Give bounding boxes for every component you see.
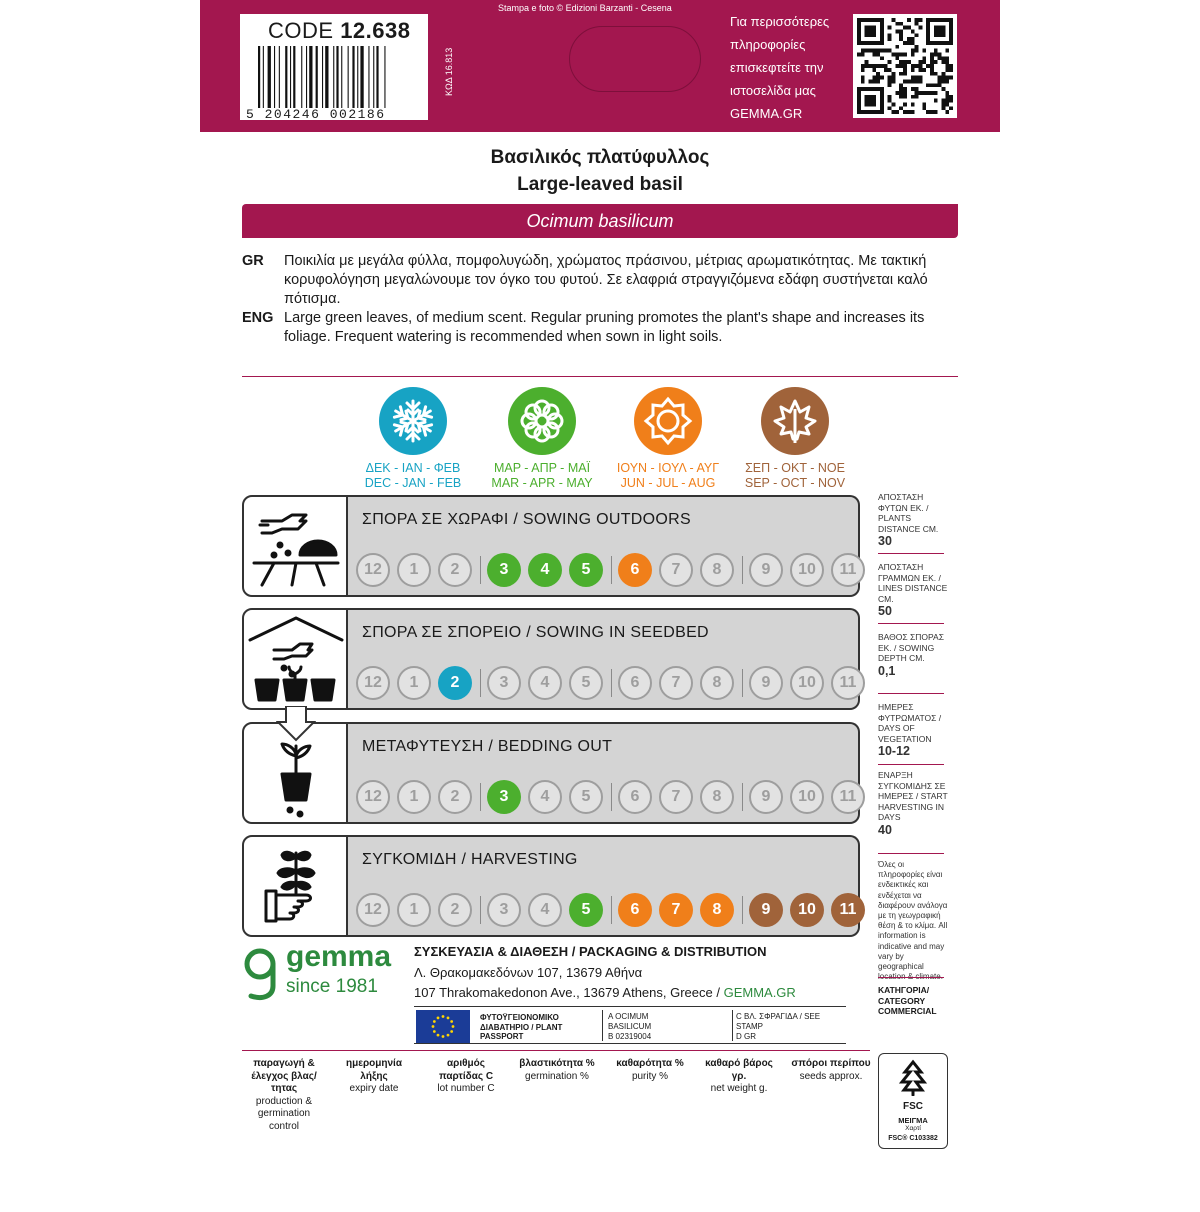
season-winter (338, 387, 488, 490)
prod-label-en: net weight g. (710, 1083, 768, 1094)
barcode-bar (373, 46, 374, 108)
barcode-bar (357, 46, 358, 108)
fact-divider (878, 623, 944, 624)
description-en-text: Large green leaves, of medium scent. Regular pruning promotes the plant's shape and increases its foliage. Frequent watering is recommended when sown in light soils. (284, 310, 925, 345)
calendar-row-harvesting (242, 835, 860, 937)
barcode-bar (341, 46, 342, 108)
fact-divider (878, 693, 944, 694)
month-12: 12 (356, 666, 390, 700)
season-divider (480, 896, 481, 924)
passport-d: D GR (736, 1032, 756, 1041)
barcode-bar (301, 46, 302, 108)
lang-label-en: ENG (242, 310, 274, 326)
fact-divider (878, 977, 944, 978)
harvest-icon (242, 835, 348, 937)
prod-label-gr: καθαρό βάρος γρ. (705, 1058, 773, 1082)
season-label-en: JUN - JUL - AUG (620, 475, 716, 490)
flower-icon (508, 387, 576, 455)
row-title: ΣΠΟΡΑ ΣΕ ΣΠΟΡΕΙΟ / SOWING IN SEEDBED (362, 624, 709, 641)
passport-b: B 02319004 (608, 1032, 652, 1041)
fact-label: ΑΠΟΣΤΑΣΗ ΓΡΑΜΜΩΝ ΕΚ. / LINES DISTANCE CM. (878, 562, 948, 604)
brand-since: since 1981 (286, 976, 378, 997)
passport-c: C ΒΛ. ΣΦΡΑΓΙΔΑ / SEE STAMP (736, 1012, 821, 1031)
row-title: ΣΥΓΚΟΜΙΔΗ / HARVESTING (362, 851, 578, 868)
fsc-tree-icon (893, 1058, 933, 1096)
fact-sowing-depth (878, 632, 948, 676)
fact-label: ΒΑΘΟΣ ΣΠΟΡΑΣ ΕΚ. / SOWING DEPTH CM. (878, 632, 944, 663)
barcode-box (240, 14, 428, 120)
barcode-bar (333, 46, 334, 108)
fsc-badge (878, 1053, 948, 1149)
divider (242, 376, 958, 377)
barcode-bar (258, 46, 260, 108)
prod-col-seeds (788, 1058, 874, 1083)
fact-lines-distance (878, 562, 948, 617)
info-line: πληροφορίες (730, 37, 806, 52)
month-10: 10 (790, 666, 824, 700)
credit-text: Stampa e foto © Edizioni Barzanti - Cesena (498, 3, 672, 13)
fsc-code: FSC® C103382 (888, 1135, 938, 1142)
prod-label-en: lot number C (437, 1083, 495, 1094)
barcode-bar (384, 46, 385, 108)
barcode-bar (322, 46, 323, 108)
prod-col-expiry (338, 1058, 410, 1096)
prod-label-gr: βλαστικότητα % (519, 1058, 595, 1069)
month-6: 6 (618, 893, 652, 927)
season-autumn (720, 387, 870, 490)
month-6: 6 (618, 666, 652, 700)
month-3: 3 (487, 553, 521, 587)
month-10: 10 (790, 780, 824, 814)
month-8: 8 (700, 893, 734, 927)
calendar-row-bedding-out (242, 722, 860, 824)
sun-icon (634, 387, 702, 455)
month-5: 5 (569, 666, 603, 700)
brand-name: gemma (286, 940, 392, 973)
info-line: ιστοσελίδα μας (730, 83, 816, 98)
barcode-bar (263, 46, 264, 108)
month-4: 4 (528, 893, 562, 927)
month-strip (356, 780, 856, 814)
season-label-en: SEP - OCT - NOV (744, 475, 846, 490)
passport-a: A OCIMUM BASILICUM (608, 1012, 652, 1031)
month-5: 5 (569, 893, 603, 927)
barcode-bar (368, 46, 369, 108)
info-text (730, 10, 829, 125)
address-en (414, 985, 796, 1000)
qr-code-icon[interactable] (853, 14, 957, 118)
month-6: 6 (618, 553, 652, 587)
season-divider (742, 556, 743, 584)
month-8: 8 (700, 780, 734, 814)
month-11: 11 (831, 553, 865, 587)
month-2: 2 (438, 893, 472, 927)
month-12: 12 (356, 553, 390, 587)
fact-value: 10-12 (878, 744, 910, 758)
info-website[interactable]: GEMMA.GR (730, 106, 803, 121)
month-9: 9 (749, 893, 783, 927)
month-2: 2 (438, 553, 472, 587)
prod-label-gr: ημερομηνία λήξης (346, 1058, 402, 1082)
season-label-gr: ΣΕΠ - ΟΚΤ - ΝΟΕ (745, 461, 845, 475)
prod-col-germination (512, 1058, 602, 1083)
barcode-bar (306, 46, 307, 108)
address-en-text: 107 Thrakomakedonon Ave., 13679 Athens, Greece / (414, 985, 724, 1000)
fact-divider (878, 853, 944, 854)
month-2: 2 (438, 780, 472, 814)
fact-label: ΗΜΕΡΕΣ ΦΥΤΡΩΜΑΤΟΣ / DAYS OF VEGETATION (878, 702, 942, 744)
packaging-heading: ΣΥΣΚΕΥΑΣΙΑ & ΔΙΑΘΕΣΗ / PACKAGING & DISTRIBUTION (414, 944, 767, 959)
kod-label: ΚΩΔ 16.813 (444, 47, 454, 96)
prod-col-weight (702, 1058, 776, 1096)
calendar-row-seedbed (242, 608, 860, 710)
fact-start-harvesting (878, 770, 948, 835)
description-gr-text: Ποικιλία με μεγάλα φύλλα, πομφολυγώδη, χρώματος πράσινου, μέτριας αρωματικότητας. Με τακτική κορυφολόγηση μεγαλώνουμε τον όγκο του φυτού. Σε ελαφριά στραγγιζόμενα εδάφη συστήνεται καλό πότισμα. (284, 253, 928, 307)
prod-label-en: purity % (631, 1070, 669, 1082)
title-greek: Βασιλικός πλατύφυλλος (490, 147, 710, 168)
barcode-icon (258, 46, 420, 108)
gemma-g-icon (242, 946, 282, 1002)
prod-label-en: expiry date (349, 1083, 399, 1094)
month-4: 4 (528, 553, 562, 587)
month-5: 5 (569, 553, 603, 587)
month-5: 5 (569, 780, 603, 814)
month-strip (356, 666, 856, 700)
prod-label-gr: σπόροι περίπου (791, 1058, 871, 1069)
prod-label-gr: καθαρότητα % (616, 1058, 684, 1069)
month-9: 9 (749, 780, 783, 814)
month-8: 8 (700, 553, 734, 587)
season-label-en: DEC - JAN - FEB (364, 475, 462, 490)
season-divider (611, 896, 612, 924)
prod-label-gr: παραγωγή & έλεγχος βλας/τητας (251, 1058, 317, 1094)
disclaimer: Όλες οι πληροφορίες είναι ενδεικτικές και ενδέχεται να διαφέρουν ανάλογα με τη γεωγραφική θέση & το κλίμα. All information is indicative and may vary by geographical (878, 860, 948, 972)
seedbed-icon (242, 608, 348, 710)
month-3: 3 (487, 666, 521, 700)
season-label-gr: ΙΟΥΝ - ΙΟΥΛ - ΑΥΓ (616, 461, 720, 475)
month-1: 1 (397, 553, 431, 587)
passport-title: ΦΥΤΟΫΓΕΙΟΝΟΜΙΚΟ ΔΙΑΒΑΤΗΡΙΟ / PLANT PASSPORT (480, 1013, 563, 1041)
title-english: Large-leaved basil (517, 174, 683, 195)
category: ΚΑΤΗΓΟΡΙΑ/ CATEGORY COMMERCIAL (878, 985, 937, 1016)
gemma-logo (242, 940, 392, 1007)
calendar-row-sowing-outdoors (242, 495, 860, 597)
month-8: 8 (700, 666, 734, 700)
eu-flag-icon (416, 1010, 470, 1043)
month-7: 7 (659, 780, 693, 814)
barcode-bar (309, 46, 312, 108)
month-11: 11 (831, 893, 865, 927)
fact-value: 0,1 (878, 663, 896, 678)
month-1: 1 (397, 780, 431, 814)
arrow-down-icon (276, 706, 316, 742)
month-strip (356, 553, 856, 587)
month-12: 12 (356, 780, 390, 814)
month-10: 10 (790, 893, 824, 927)
leaf-icon (761, 387, 829, 455)
fsc-label: ΜΕΙΓΜΑ (898, 1116, 928, 1125)
season-label-en: MAR - APR - MAY (491, 475, 593, 490)
info-line: Για περισσότερες (730, 14, 830, 29)
snowflake-icon (379, 387, 447, 455)
description-en (242, 309, 958, 347)
sowing-outdoors-icon (242, 495, 348, 597)
season-divider (742, 896, 743, 924)
season-divider (480, 669, 481, 697)
barcode-bar (316, 46, 318, 108)
season-divider (611, 669, 612, 697)
season-label-gr: ΔΕΚ - ΙΑΝ - ΦΕΒ (365, 461, 461, 475)
month-3: 3 (487, 893, 521, 927)
month-9: 9 (749, 666, 783, 700)
product-code: CODE 12.638 (268, 18, 411, 43)
barcode-bar (348, 46, 349, 108)
month-1: 1 (397, 666, 431, 700)
month-strip (356, 893, 856, 927)
plant-passport (414, 1006, 846, 1044)
barcode-bar (293, 46, 295, 108)
fact-value: 50 (878, 604, 892, 618)
barcode-bar (290, 46, 291, 108)
month-12: 12 (356, 893, 390, 927)
barcode-bar (376, 46, 378, 108)
month-11: 11 (831, 666, 865, 700)
prod-col-lot (428, 1058, 504, 1096)
fact-divider (878, 764, 944, 765)
info-line: επισκεφτείτε την (730, 60, 824, 75)
month-7: 7 (659, 553, 693, 587)
latin-name-banner: Ocimum basilicum (242, 204, 958, 238)
barcode-bar (274, 46, 275, 108)
prod-label-en: production & germination control (255, 1095, 313, 1132)
season-divider (742, 783, 743, 811)
barcode-bar (360, 46, 363, 108)
header-band (200, 0, 1000, 132)
row-title: ΜΕΤΑΦΥΤΕΥΣΗ / BEDDING OUT (362, 738, 613, 755)
prod-label-gr: αριθμός παρτίδας C (438, 1058, 494, 1082)
month-7: 7 (659, 893, 693, 927)
website-link[interactable]: GEMMA.GR (723, 985, 796, 1000)
fsc-sub: Χαρτί (905, 1125, 921, 1132)
fact-value: 30 (878, 534, 892, 548)
production-divider (242, 1050, 870, 1051)
barcode-bar (325, 46, 328, 108)
fact-label: ΕΝΑΡΞΗ ΣΥΓΚΟΜΙΔΗΣ ΣΕ ΗΜΕΡΕΣ / START HARVESTING IN DAYS (878, 770, 948, 822)
barcode-bar (285, 46, 287, 108)
barcode-bar (279, 46, 280, 108)
fact-plants-distance (878, 492, 948, 547)
month-3: 3 (487, 780, 521, 814)
month-2: 2 (438, 666, 472, 700)
address-gr: Λ. Θρακομακεδόνων 107, 13679 Αθήνα (414, 965, 643, 980)
barcode-digits: 5 204246 002186 (246, 107, 386, 122)
month-7: 7 (659, 666, 693, 700)
prod-col-purity (608, 1058, 692, 1083)
lang-label-gr: GR (242, 253, 264, 269)
description-gr (242, 252, 958, 309)
month-4: 4 (528, 780, 562, 814)
prod-label-en: germination % (525, 1070, 589, 1082)
fsc-logo-text: FSC (903, 1101, 923, 1112)
season-divider (480, 783, 481, 811)
month-10: 10 (790, 553, 824, 587)
barcode-bar (336, 46, 338, 108)
month-1: 1 (397, 893, 431, 927)
season-label-gr: ΜΑΡ - ΑΠΡ - ΜΑΪ (493, 461, 591, 475)
barcode-bar (268, 46, 271, 108)
month-6: 6 (618, 780, 652, 814)
fact-divider (878, 553, 944, 554)
row-title: ΣΠΟΡΑ ΣΕ ΧΩΡΑΦΙ / SOWING OUTDOORS (362, 511, 691, 528)
barcode-bar (352, 46, 354, 108)
hang-hole (569, 26, 701, 92)
season-divider (611, 556, 612, 584)
month-9: 9 (749, 553, 783, 587)
season-divider (742, 669, 743, 697)
fact-label: ΑΠΟΣΤΑΣΗ ΦΥΤΩΝ ΕΚ. / PLANTS DISTANCE CM. (878, 492, 939, 534)
prod-col-production (246, 1058, 322, 1133)
season-divider (480, 556, 481, 584)
season-divider (611, 783, 612, 811)
fact-days-vegetation (878, 702, 948, 757)
fact-value: 40 (878, 822, 892, 837)
prod-label-en: seeds approx. (799, 1070, 863, 1082)
month-4: 4 (528, 666, 562, 700)
month-11: 11 (831, 780, 865, 814)
